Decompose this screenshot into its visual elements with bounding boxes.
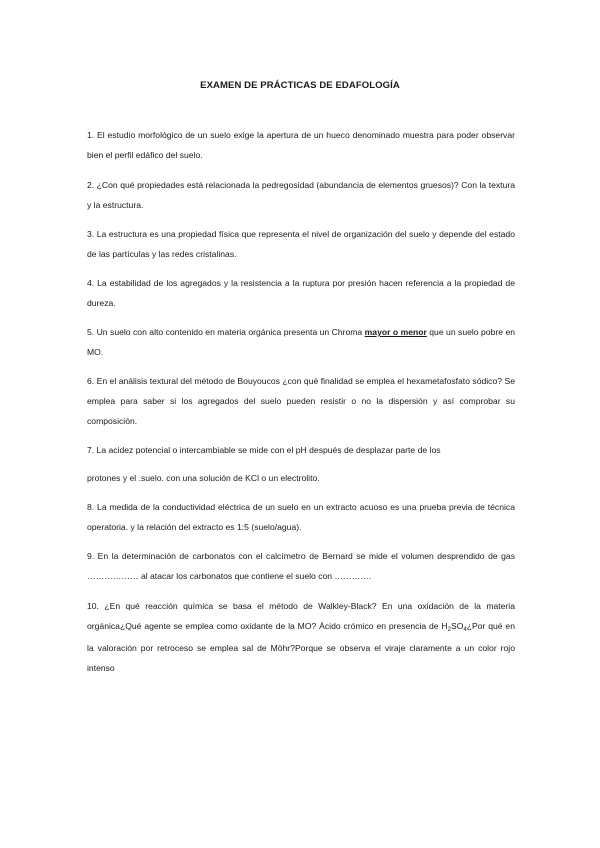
question-text-line-2: protones y el .suelo. con una solución de KCl o un electrolito. — [87, 473, 320, 483]
question-7 — [87, 440, 515, 488]
subscript-2: 2 — [447, 627, 451, 633]
question-10 — [87, 596, 515, 678]
page-title: EXAMEN DE PRÁCTICAS DE EDAFOLOGÍA — [200, 80, 400, 91]
question-text: 9. En la determinación de carbonatos con el calcímetro de Bernard se mide el volumen desprendido de gas ……………… al atacar los carbonatos que contiene el suelo con …………. — [87, 551, 515, 581]
question-text: 2. ¿Con qué propiedades está relacionada la pedregosidad (abundancia de elementos gruesos)? Con la textura y la estructura. — [87, 180, 515, 210]
formula-so: SO — [450, 621, 464, 631]
question-9 — [87, 546, 515, 586]
question-text-start: 5. Un suelo con alto contenido en materia orgánica presenta un Chroma — [87, 327, 365, 337]
underlined-answer: mayor o menor — [364, 327, 427, 337]
question-text-end: que un suelo pobre en MO. — [87, 327, 516, 357]
question-4 — [87, 273, 515, 313]
question-text-start: 10. ¿En qué reacción química se basa el método de Walkley-Black? En una oxidación de la materia orgánica¿Qué agente se emplea como oxidante de la MO? Ácido crómico en presencia de H — [87, 601, 515, 631]
question-1 — [87, 125, 515, 165]
question-3 — [87, 224, 515, 264]
question-text: 4. La estabilidad de los agregados y la resistencia a la ruptura por presión hacen referencia a la propiedad de dureza. — [87, 278, 515, 308]
question-2 — [87, 175, 515, 215]
question-6 — [87, 371, 515, 431]
question-text: 1. El estudio morfológico de un suelo exige la apertura de un hueco denominado muestra para poder observar bien el perfil edáfico del suelo. — [87, 130, 515, 160]
question-text: 3. La estructura es una propiedad física que representa el nivel de organización del suelo y depende del estado de las partículas y las redes cristalinas. — [87, 229, 515, 259]
subscript-4: 4 — [463, 627, 467, 633]
question-text: 8. La medida de la conductividad eléctrica de un suelo en un extracto acuoso es una prueba previa de técnica operatoria. y la relación del extracto es 1:5 (suelo/agua). — [87, 502, 515, 532]
question-text: 6. En el análisis textural del método de Bouyoucos ¿con qué finalidad se emplea el hexametafosfato sódico? Se emplea para saber si los agregados del suelo pueden resistir o no la dispersión y así comprobar su composición. — [87, 376, 515, 426]
question-8 — [87, 497, 515, 537]
question-5 — [87, 322, 515, 362]
question-text-line-1: 7. La acidez potencial o intercambiable se mide con el pH después de desplazar parte de los — [87, 445, 441, 455]
question-text-end: ¿Por qué en la valoración por retroceso se emplea sal de Möhr?Porque se observa el viraje claramente a un color rojo intenso — [87, 621, 515, 673]
